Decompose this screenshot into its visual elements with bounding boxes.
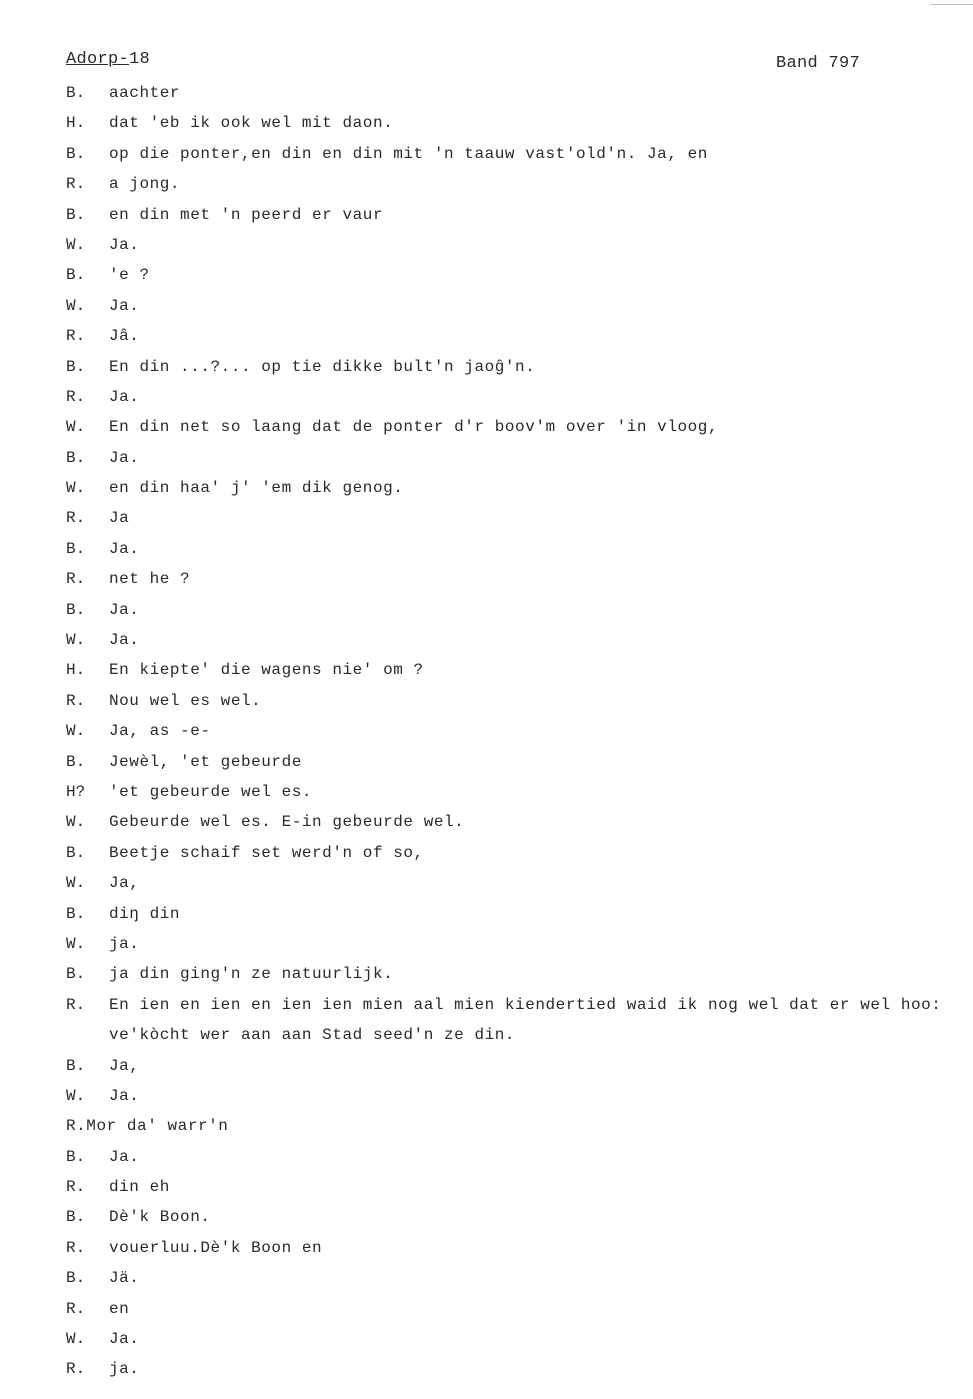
speaker-label: B.: [66, 84, 86, 102]
speaker-label: W.: [66, 1086, 86, 1105]
transcript-line: [0, 1238, 973, 1268]
transcript-line: [0, 934, 973, 964]
speaker-label: B.: [66, 752, 86, 771]
transcript-line: [0, 265, 973, 295]
utterance-text: En din ...?... op tie dikke bult'n jaoĝ'n.: [109, 357, 536, 376]
utterance-text: en: [109, 1299, 130, 1318]
utterance-text: Ja, as -e-: [109, 722, 211, 741]
utterance-text: Gebeurde wel es. E-in gebeurde wel.: [109, 813, 465, 832]
utterance-text: ja.: [109, 1360, 140, 1379]
utterance-text: Ja,: [109, 1056, 140, 1075]
utterance-text: Jä.: [109, 1269, 140, 1288]
utterance-text: En ien en ien en ien ien mien aal mien kiendertied waid ik nog wel dat er wel hoo:: [109, 995, 942, 1014]
transcript-line: [0, 1299, 973, 1329]
speaker-label: W.: [66, 934, 86, 953]
transcript-line: [0, 1177, 973, 1207]
transcript-line: [0, 417, 973, 447]
speaker-label: W.: [66, 296, 86, 315]
speaker-label: B.: [66, 539, 86, 558]
corner-mark: [931, 4, 973, 5]
utterance-text: en din haa' j' 'em dik genog.: [109, 479, 404, 498]
utterance-text: en din met 'n peerd er vaur: [109, 205, 384, 224]
speaker-label: W.: [66, 874, 86, 893]
transcript-line: [0, 83, 973, 113]
speaker-label: R.: [66, 509, 86, 528]
transcript-line: [0, 296, 973, 326]
transcript-line: [0, 964, 973, 994]
speaker-label: B.: [66, 1056, 86, 1075]
transcript-line: [0, 113, 973, 143]
utterance-text: Ja.: [109, 448, 140, 467]
utterance-text: Ja,: [109, 874, 140, 893]
utterance-text: a jong.: [109, 175, 181, 194]
transcript-lines: [0, 83, 973, 1390]
utterance-text: En kiepte' die wagens nie' om ?: [109, 661, 424, 680]
transcript-line: [0, 387, 973, 417]
transcript-line: [0, 782, 973, 812]
transcript-line: [0, 235, 973, 265]
speaker-label: W.: [66, 631, 86, 650]
speaker-label: R.: [66, 1360, 86, 1379]
speaker-label: R.: [66, 175, 86, 194]
speaker-label: R.: [66, 1178, 86, 1197]
transcript-line: [0, 1025, 973, 1055]
utterance-text: Ja.: [109, 1147, 140, 1166]
transcript-line: [0, 1147, 973, 1177]
speaker-label: W.: [66, 418, 86, 437]
transcript-line: [0, 1329, 973, 1359]
utterance-text: Dè'k Boon.: [109, 1208, 211, 1227]
speaker-label: B.: [66, 266, 86, 285]
transcript-line: [0, 843, 973, 873]
speaker-label: B.: [66, 904, 86, 923]
speaker-label: W.: [66, 235, 86, 254]
speaker-label: W.: [66, 479, 86, 498]
utterance-text: ja din ging'n ze natuurlijk.: [109, 965, 394, 984]
tape-number: Band 797: [776, 54, 861, 73]
transcript-line: [0, 448, 973, 478]
utterance-text: R.Mor da' warr'n: [66, 1117, 229, 1136]
transcript-line: [0, 691, 973, 721]
speaker-label: B.: [66, 965, 86, 984]
transcript-line: [0, 569, 973, 599]
speaker-label: W.: [66, 1330, 86, 1349]
transcript-line: [0, 1268, 973, 1298]
utterance-text: net he ?: [109, 570, 191, 589]
utterance-text: 'e ?: [109, 266, 150, 285]
transcript-line: [0, 721, 973, 751]
utterance-text: diŋ din: [109, 904, 181, 923]
transcript-line: [0, 904, 973, 934]
speaker-label: R.: [66, 691, 86, 710]
utterance-text: Jewèl, 'et gebeurde: [109, 752, 302, 771]
utterance-text: Beetje schaif set werd'n of so,: [109, 843, 424, 862]
transcript-line: [0, 1116, 973, 1146]
speaker-label: W.: [66, 813, 86, 832]
speaker-label: B.: [66, 357, 86, 376]
utterance-text: aachter: [109, 84, 181, 102]
document-id-prefix: Adorp-: [66, 50, 130, 69]
transcript-line: [0, 995, 973, 1025]
utterance-text: Ja.: [109, 631, 140, 650]
transcript-line: [0, 144, 973, 174]
speaker-label: H?: [66, 782, 86, 801]
speaker-label: R.: [66, 387, 86, 406]
speaker-label: B.: [66, 448, 86, 467]
transcript-line: [0, 630, 973, 660]
transcript-line: [0, 326, 973, 356]
transcript-line: [0, 357, 973, 387]
utterance-text: ve'kòcht wer aan aan Stad seed'n ze din.: [109, 1026, 516, 1045]
utterance-text: Ja.: [109, 600, 140, 619]
utterance-text: Ja.: [109, 387, 140, 406]
speaker-label: R.: [66, 327, 86, 346]
utterance-text: Ja.: [109, 539, 140, 558]
utterance-text: En din net so laang dat de ponter d'r boov'm over 'in vloog,: [109, 418, 719, 437]
utterance-text: Ja.: [109, 296, 140, 315]
transcript-line: [0, 1086, 973, 1116]
transcript-line: [0, 205, 973, 235]
utterance-text: Jâ.: [109, 327, 140, 346]
speaker-label: R.: [66, 1238, 86, 1257]
utterance-text: 'et gebeurde wel es.: [109, 782, 313, 801]
speaker-label: B.: [66, 205, 86, 224]
speaker-label: H.: [66, 661, 86, 680]
transcript-line: [0, 1056, 973, 1086]
utterance-text: Ja.: [109, 1086, 140, 1105]
speaker-label: B.: [66, 843, 86, 862]
utterance-text: op die ponter,en din en din mit 'n taauw vast'old'n. Ja, en: [109, 144, 708, 163]
speaker-label: H.: [66, 114, 86, 133]
transcript-line: [0, 752, 973, 782]
transcript-line: [0, 174, 973, 204]
speaker-label: B.: [66, 1269, 86, 1288]
speaker-label: R.: [66, 570, 86, 589]
transcript-line: [0, 660, 973, 690]
document-id-number: 18: [129, 50, 151, 69]
transcript-line: [0, 600, 973, 630]
speaker-label: B.: [66, 600, 86, 619]
transcript-line: [0, 508, 973, 538]
document-id: [66, 50, 150, 69]
utterance-text: Nou wel es wel.: [109, 691, 262, 710]
transcript-line: [0, 539, 973, 569]
speaker-label: B.: [66, 144, 86, 163]
speaker-label: R.: [66, 995, 86, 1014]
transcript-line: [0, 1207, 973, 1237]
utterance-text: din eh: [109, 1178, 170, 1197]
transcript-line: [0, 478, 973, 508]
utterance-text: vouerluu.Dè'k Boon en: [109, 1238, 323, 1257]
utterance-text: Ja: [109, 509, 130, 528]
transcript-line: [0, 873, 973, 903]
utterance-text: Ja.: [109, 235, 140, 254]
speaker-label: R.: [66, 1299, 86, 1318]
transcript-line: [0, 812, 973, 842]
speaker-label: B.: [66, 1208, 86, 1227]
utterance-text: ja.: [109, 934, 140, 953]
speaker-label: B.: [66, 1147, 86, 1166]
utterance-text: dat 'eb ik ook wel mit daon.: [109, 114, 394, 133]
utterance-text: Ja.: [109, 1330, 140, 1349]
transcript-line: [0, 1359, 973, 1389]
speaker-label: W.: [66, 722, 86, 741]
